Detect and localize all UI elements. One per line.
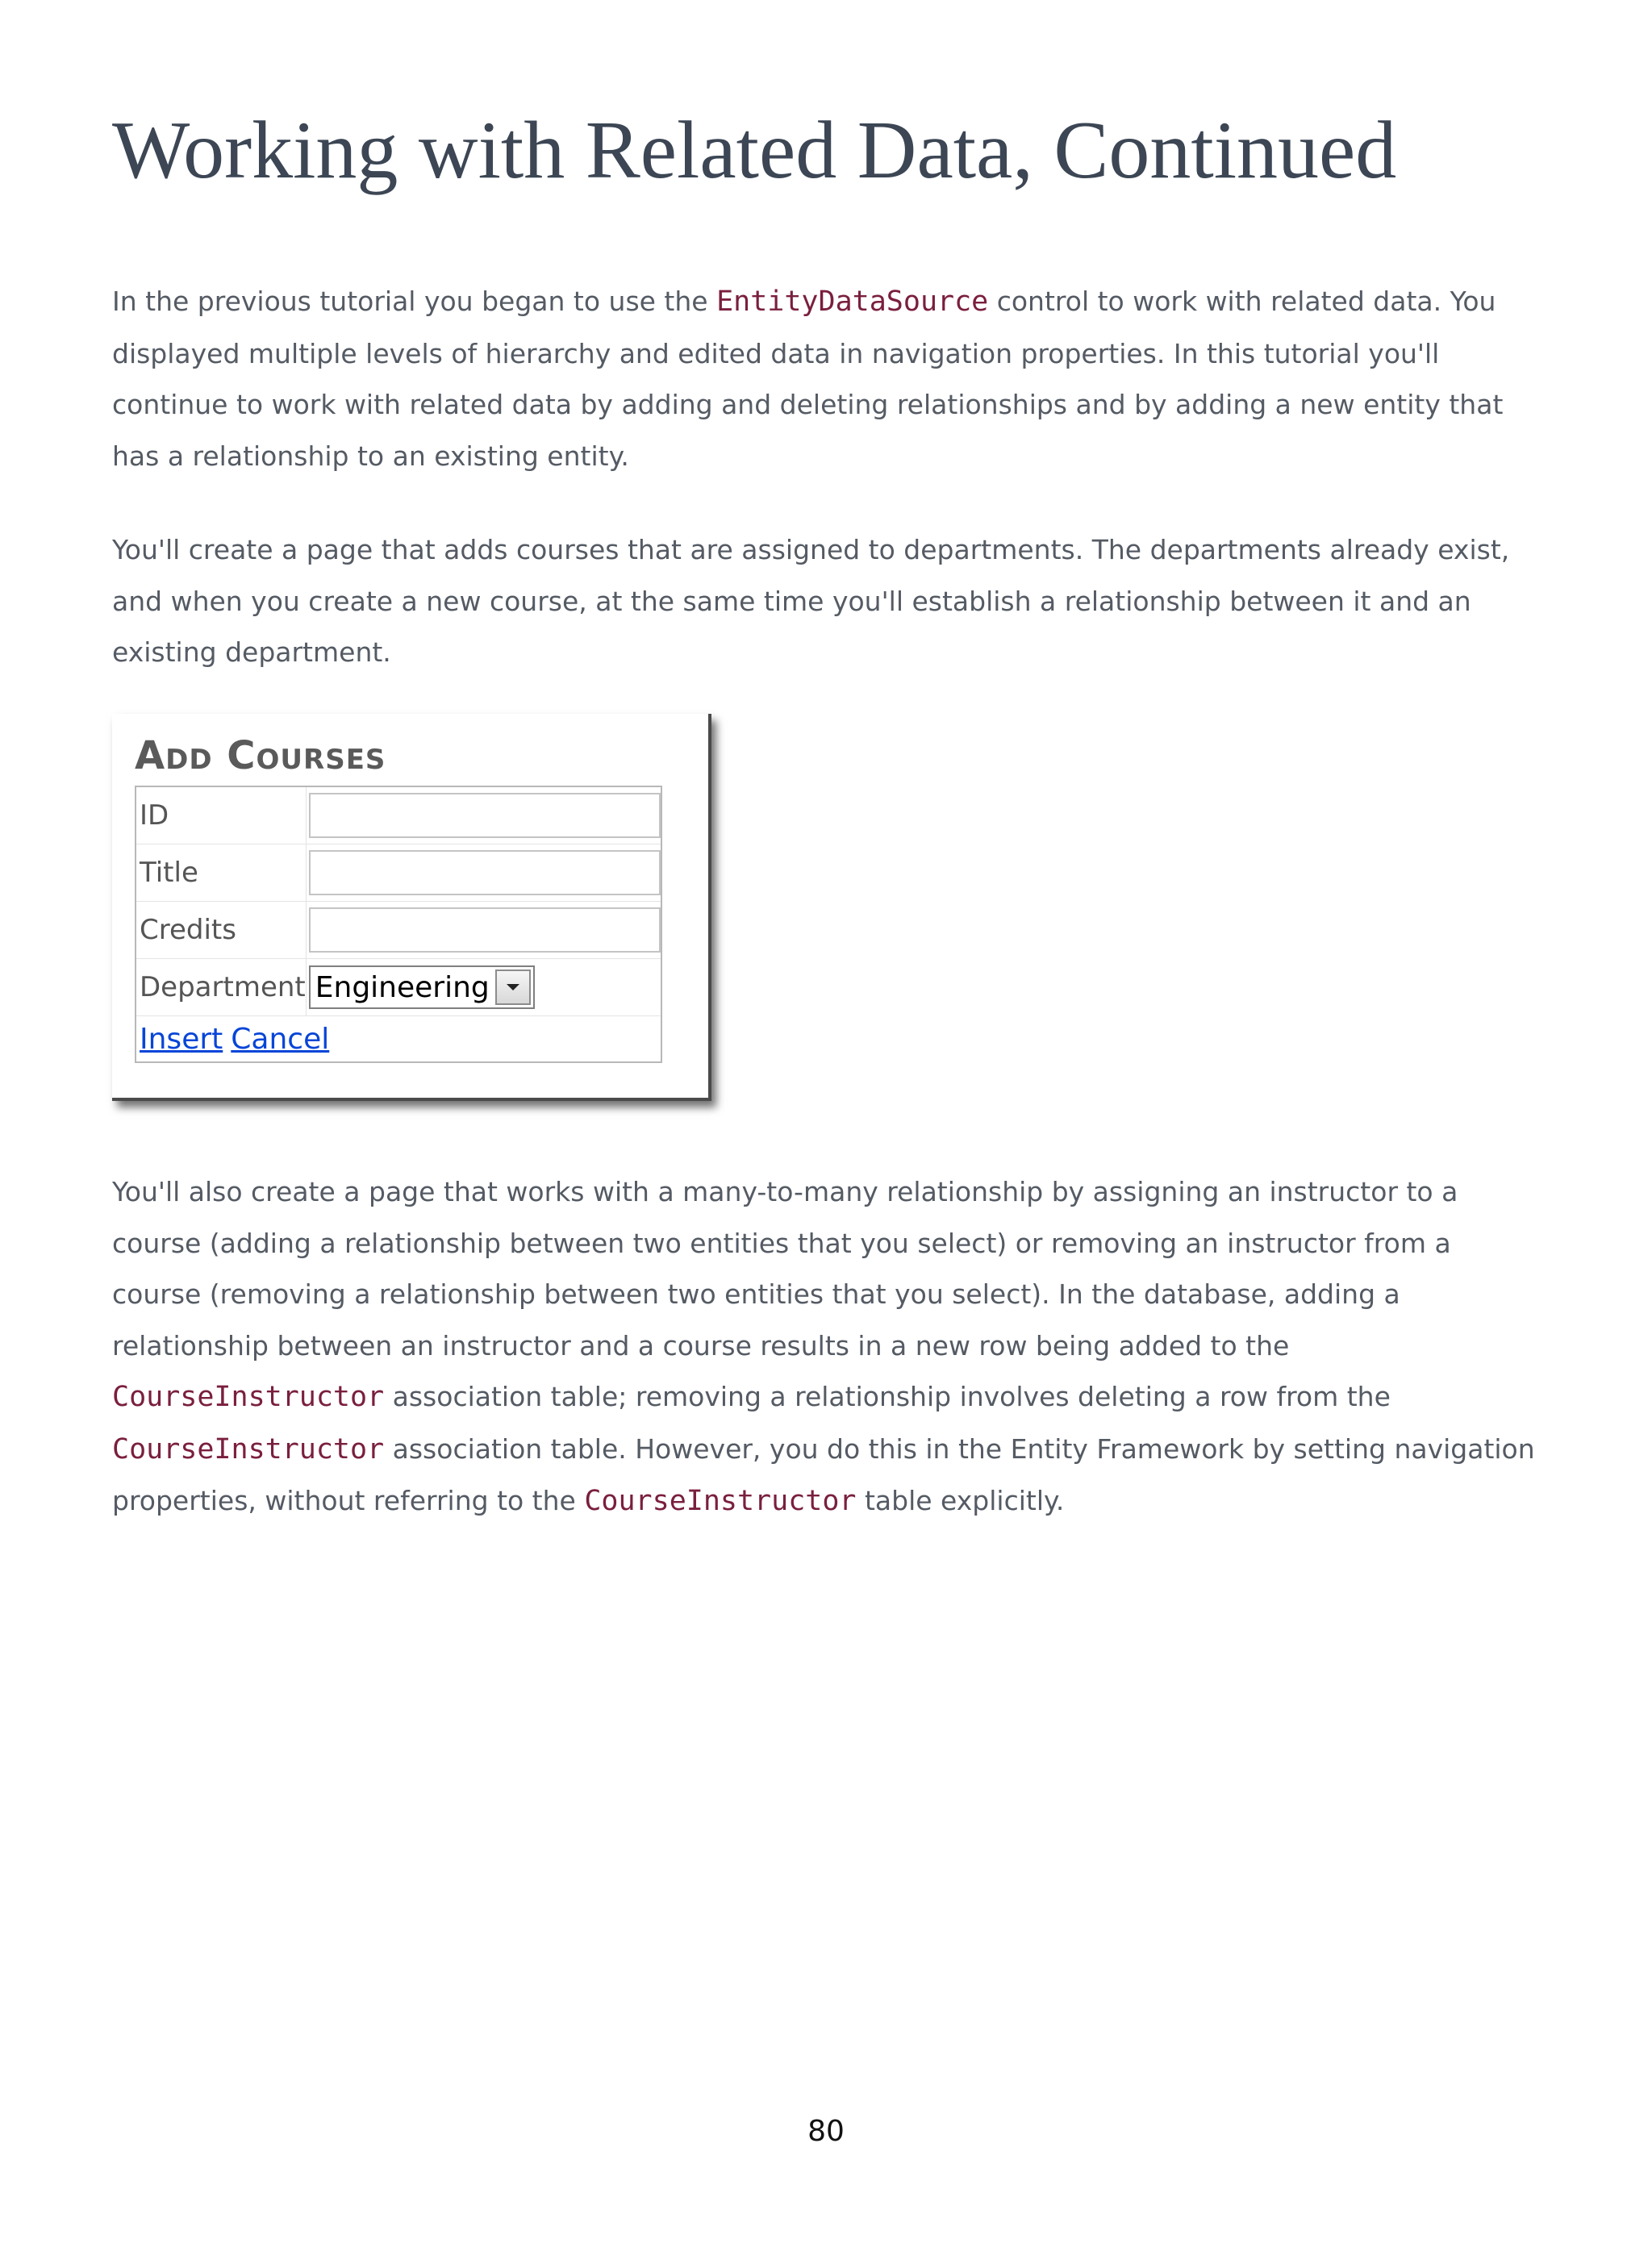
actions-cell (136, 1016, 661, 1063)
chevron-down-icon[interactable] (495, 969, 531, 1005)
field-label-credits: Credits (136, 902, 306, 959)
field-cell (306, 902, 661, 959)
department-select[interactable] (309, 965, 535, 1009)
code-courseinstructor: CourseInstructor (112, 1432, 385, 1466)
add-courses-screenshot (112, 714, 711, 1101)
field-label-title: Title (136, 844, 306, 902)
many-to-many-paragraph (112, 1166, 1540, 1528)
text-span: You'll also create a page that works with a many-to-many relationship by assigning an instructor to a course (adding a relationship between two entities that you select) or removing an instructor from a course (removing a relationship between two entities that you select). In the database, adding a relationship between an instructor and a course results in a new row being added to the (112, 1176, 1458, 1361)
form-row-credits (136, 902, 661, 959)
form-row-department (136, 959, 661, 1016)
add-course-form (135, 786, 662, 1063)
form-row-title (136, 844, 661, 902)
page-title: Working with Related Data, Continued (112, 105, 1397, 196)
id-input[interactable] (309, 793, 661, 838)
department-selected-value: Engineering (315, 970, 490, 1004)
code-courseinstructor: CourseInstructor (584, 1485, 857, 1517)
form-row-id (136, 786, 661, 844)
text-span: association table; removing a relationship involves deleting a row from the (384, 1381, 1391, 1412)
intro-paragraph (112, 276, 1540, 482)
text-span: In the previous tutorial you began to use the (112, 286, 717, 317)
code-entitydatasource: EntityDataSource (716, 286, 989, 318)
code-courseinstructor: CourseInstructor (112, 1381, 385, 1413)
field-label-id: ID (136, 786, 306, 844)
chevron-down-icon-shape (505, 982, 521, 992)
field-cell (306, 959, 661, 1016)
title-input[interactable] (309, 850, 661, 895)
field-label-department: Department (136, 959, 306, 1016)
text-span: table explicitly. (856, 1485, 1065, 1516)
insert-link[interactable]: Insert (140, 1022, 223, 1056)
field-cell (306, 786, 661, 844)
cancel-link[interactable]: Cancel (231, 1022, 330, 1056)
field-cell (306, 844, 661, 902)
add-courses-heading: Add Courses (135, 733, 386, 778)
credits-input[interactable] (309, 907, 661, 953)
page-number: 80 (807, 2115, 845, 2148)
courses-paragraph: You'll create a page that adds courses that are assigned to departments. The departments already exist, and when you create a new course, at the same time you'll establish a relationship between it and an existing department. (112, 534, 1510, 668)
text-span: association table. However, you do this in the Entity Framework by setting navigation properties, without referring to the (112, 1432, 1535, 1516)
text-span: control to work with related data. You displayed multiple levels of hierarchy and edited data in navigation properties. In this tutorial you'll continue to work with related data by adding and deleting relationships and by adding a new entity that has a relationship to an existing entity. (112, 286, 1504, 472)
form-row-actions (136, 1016, 661, 1063)
